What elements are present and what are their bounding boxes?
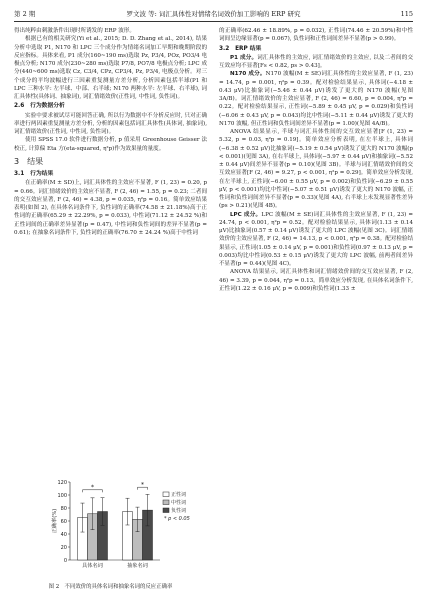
significance-star: * xyxy=(141,481,144,489)
legend-significance-note: * p < 0.05 xyxy=(164,516,190,522)
component-label: N170 成分。 xyxy=(230,71,266,78)
section-heading: 2.6 行为数据分析 xyxy=(14,103,65,110)
y-tick-label: 20 xyxy=(60,544,67,551)
paragraph xyxy=(219,211,413,269)
paragraph: 根据已有的相关研究(Yi et al., 2015; D. D. Zhang et al., 2014), 结果分析中选取 P1, N170 和 LPC 三个成分作为情绪名词加工早期和晚期阶段的反应指标。具体来看, P1 成分(160~190 ms)选取 Pz, P3/4, POz, PO3/4 电极点分析; N170 成分(230~280 ms)选取 P7/8, PO7/8 电极点分析; LPC 成分(440~600 ms)选取 Cz, C3/4, CPz, CP3/4, Pz, P3/4, 电极点分析。对三个成分的平均波幅进行三因素重复测量方差分析, 分析因素包括半球(P1 和 LPC 三种水平: 左半球、中部、右半球; N170 两种水平: 左半球、右半球), 词汇具体性(具体词、抽象词), 词汇情绪效价(正性词, 中性词, 负性词)。 xyxy=(14,36,207,100)
paragraph: 实验中要求被试尽可能回答正确, 所以行为数据中不分析反应时, 只对正确率进行两因素重复测量方差分析, 分析的因素包括词汇具体性(具体词, 抽象词), 词汇情绪效价(正性词, 中性词, 负性词)。 xyxy=(14,112,207,135)
component-label: P1 成分。 xyxy=(230,54,258,61)
figure-caption: 图 2 不同效价的具体名词和抽象名词的反应正确率 xyxy=(48,584,173,590)
y-axis-label: 正确率(%) xyxy=(52,508,58,534)
component-label: LPC 成分。 xyxy=(230,211,262,218)
legend-label: 中性词 xyxy=(171,500,187,506)
right-column xyxy=(219,27,413,293)
paragraph: ANOVA 结果显示, 词汇具体性和词汇情绪效价间的交互效应显著, F (2, 46) = 3.39, p = 0.044, η²p = 0.13。简单效应分析发现, 在具体名词条件下, 正性词(1.22 ± 0.16 μV, p = 0.009)和负性词(1.33 ± xyxy=(219,269,413,292)
section-heading: 3 结果 xyxy=(14,156,44,166)
paragraph-text: 词汇具体性的主效应, 词汇情绪效价的主效应, 以及二者间的交互效应均不显著[Fs < 0.82, ps > 0.43]。 xyxy=(219,54,413,69)
legend-swatch xyxy=(163,508,169,513)
legend-label: 正性词 xyxy=(171,492,187,498)
y-tick-label: 40 xyxy=(60,531,67,538)
legend-label: 负性词 xyxy=(171,508,187,514)
section-heading: 3.2 ERP 结果 xyxy=(219,45,262,52)
y-tick-label: 0 xyxy=(63,557,67,564)
paragraph: 使用 SPSS 17.0 软件进行数据分析, p 值采用 Greenhouse Geisser 法校正, 计算偏 Eta 方(eta-squared, η²p)作为效果量的量度。 xyxy=(14,137,207,152)
y-tick-label: 60 xyxy=(60,518,67,525)
legend-swatch xyxy=(163,500,169,505)
header-rule xyxy=(14,21,413,22)
running-header xyxy=(14,8,413,20)
paragraph: 的正确率(62.46 ± 18.89%, p = 0.032), 正性词(74.46 ± 20.59%)和中性词间呈边缘显著(p = 0.067), 负性词和正性词间差异不显著(p > 0.99)。 xyxy=(219,28,413,43)
paragraph-text: N170 波幅(M ± SE)词汇具体性的主效应显著, F (1, 23) = 14.74, p = 0.001, η²p = 0.39。配对检验结果显示, 具体词(−4.18 ± 0.43 μV)比抽象词(−5.46 ± 0.44 μV)诱发了更大的 N170 波幅(见图 3A/B)。词汇情绪效价的主效应显著, F (2, 46) = 6.60, p = 0.004, η²p = 0.22。配对检验结果显示, 正性词(−5.89 ± 0.45 μV, p = 0.029)和负性词(−6.06 ± 0.43 μV, p = 0.043)均比中性词(−5.11 ± 0.44 μV)诱发了更大的 N170 波幅, 但正性词和负性词间差异不显著(p = 1.00)(见图 4A/B)。 xyxy=(219,71,413,127)
journal-issue: 第 2 期 xyxy=(14,10,36,18)
y-tick-label: 120 xyxy=(57,479,67,486)
paragraph: ANOVA 结果显示, 半球与词汇具体性间的交互效应显著[F (1, 23) = 5.32, p = 0.03, η²p = 0.19]。简单效应分析表明, 在左半球上, 具体词(−6.38 ± 0.52 μV)比抽象词(−5.19 ± 0.54 μV)诱发了更大的 N170 波幅(p < 0.001)(见图 3A), 在右半球上, 具体词(−5.97 ± 0.44 μV)和抽象词(−5.52 ± 0.44 μV)间差异不显著(p = 0.10)(见图 3B)。半球与词汇情绪效价间的交互效应显著[F (2, 46) = 9.27, p < 0.001, η²p = 0.29]。简单效应分析发现, 在左半球上, 正性词(−6.00 ± 0.55 μV, p = 0.002)和负性词(−6.29 ± 0.55 μV, p < 0.001)均比中性词(−5.07 ± 0.51 μV)诱发了更大的 N170 波幅, 正性词和负性词间差异不显著(p = 0.33)(见图 4A), 右半球上未发现显著性差异(ps > 0.21)(见图 4B)。 xyxy=(219,129,413,210)
y-tick-label: 80 xyxy=(60,505,67,512)
legend-swatch xyxy=(163,492,169,497)
significance-star: * xyxy=(91,484,94,491)
paragraph: 在正确率(M ± SD)上, 词汇具体性的主效应不显著, F (1, 23) = 0.20, p = 0.66。词汇情绪效价的主效应不显著, F (2, 46) = 1.55, p = 0.23; 二者间的交互效应显著, F (2, 46) = 4.38, p = 0.035, η²p = 0.16。简单效应结果表明(如图 2), 在具体名词条件下, 负性词的正确率(74.58 ± 21.18%)高于正性词的正确率(65.29 ± 22.29%, p = 0.033), 中性词(71.12 ± 24.52 %)和正性词间的正确率差异显著(p = 0.47), 中性词和负性词间的差异不显著(p = 0.61); 在抽象名词条件下, 负性词的正确率(76.70 ± 24.24 %)高于中性词 xyxy=(14,180,207,236)
paragraph xyxy=(219,54,413,71)
x-category-label: 具体名词 xyxy=(82,563,103,569)
paragraph-text: LPC 波幅(M ± SE)词汇具体性的主效应显著, F (1, 23) = 24.74, p < 0.001, η²p = 0.52。配对检验结果显示, 具体词(1.13 ± 0.14 μV)比抽象词(0.57 ± 0.14 μV)诱发了更大的 LPC 波幅(见图 3C)。词汇情绪效价的主效应显著, F (2, 46) = 14.13, p < 0.001, η²p = 0.38。配对检验结果显示, 正性词(1.05 ± 0.14 μV, p = 0.001)和负性词(0.97 ± 0.13 μV, p = 0.003)均比中性词(0.53 ± 0.15 μV)诱发了更大的 LPC 波幅, 前两者间差异不显著(p = 0.44)(见图 4C)。 xyxy=(219,211,413,267)
y-tick-label: 100 xyxy=(57,492,67,499)
section-heading: 3.1 行为结果 xyxy=(14,171,54,177)
paragraph xyxy=(219,70,413,128)
left-column xyxy=(14,27,207,237)
x-category-label: 抽象名词 xyxy=(127,563,148,569)
page-number: 115 xyxy=(400,10,413,18)
paragraph: 得出纯粹由刺激条件出现时所诱发的 ERP 波形。 xyxy=(14,28,135,34)
running-title: 罗文波 等: 词汇具体性对情绪名词效价加工影响的 ERP 研究 xyxy=(126,10,301,18)
accuracy-bar-chart xyxy=(14,474,207,579)
